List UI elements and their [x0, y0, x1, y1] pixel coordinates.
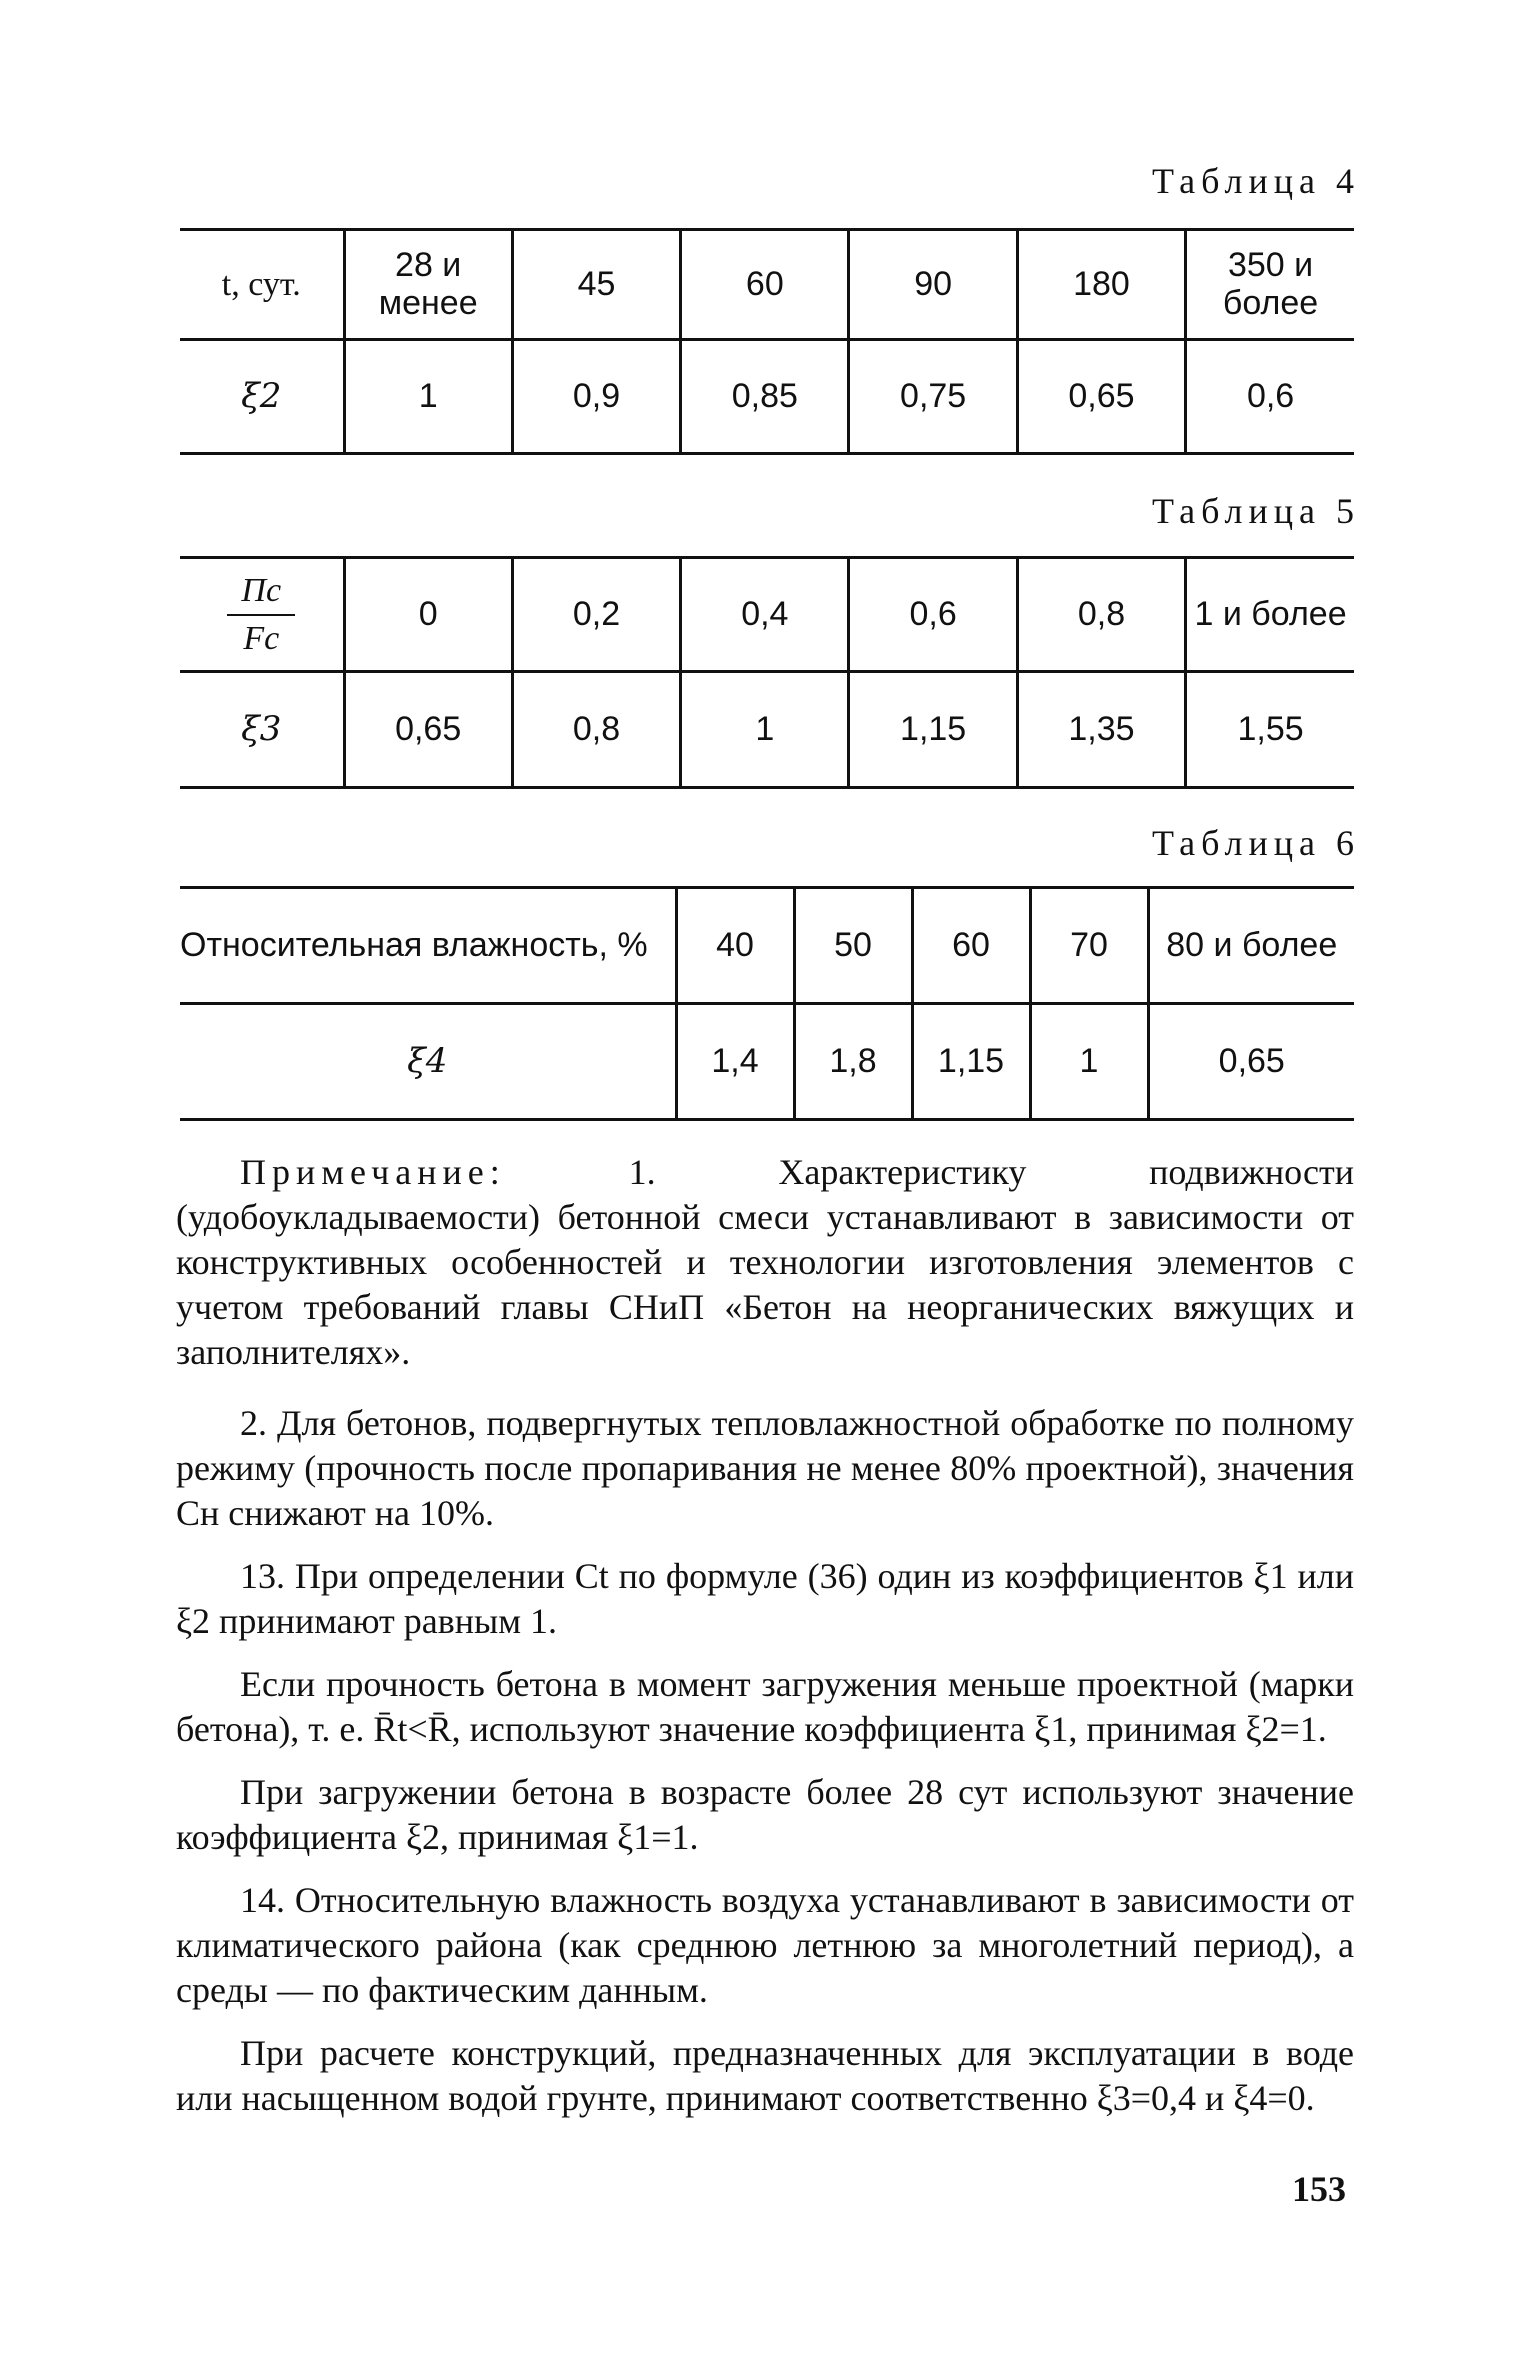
table-cell: 1	[681, 672, 849, 788]
paragraph-13c: При загружении бетона в возрасте более 28 сут используют значение коэффициента ξ2, принимая ξ1=1.	[176, 1772, 1354, 1857]
note-label: Примечание:	[240, 1152, 506, 1192]
table-4	[180, 228, 1354, 455]
table-header-cell	[180, 558, 344, 672]
table-header-cell: 45	[512, 230, 680, 340]
table-cell: 1	[344, 340, 512, 454]
table-cell: 1	[1030, 1004, 1148, 1120]
table-cell: 0,9	[512, 340, 680, 454]
table-header-cell: 40	[676, 888, 794, 1004]
paragraph-13b: Если прочность бетона в момент загружения меньше проектной (марки бетона), т. е. R̄t<R̄, используют значение коэффициента ξ1, принимая ξ2=1.	[176, 1664, 1354, 1749]
table-cell: 0,8	[512, 672, 680, 788]
table-6	[180, 886, 1354, 1121]
table-header-cell: 180	[1017, 230, 1185, 340]
row-label: ξ3	[180, 672, 344, 788]
paragraph-14: 14. Относительную влажность воздуха устанавливают в зависимости от климатического района (как среднюю летнюю за многолетний период), а среды — по фактическим данным.	[176, 1880, 1354, 2010]
table-header-cell: 90	[849, 230, 1017, 340]
table-cell: 1,15	[912, 1004, 1030, 1120]
table5-caption: Таблица 5	[1152, 491, 1360, 531]
table-header-cell: 0,6	[849, 558, 1017, 672]
table-header-row	[180, 230, 1354, 340]
table-cell: 0,75	[849, 340, 1017, 454]
table-header-cell: 70	[1030, 888, 1148, 1004]
note-paragraph-1	[176, 1150, 1354, 1375]
table-cell: 0,65	[344, 672, 512, 788]
table-cell: 0,65	[1148, 1004, 1354, 1120]
table-header-cell: 0,4	[681, 558, 849, 672]
table-row	[180, 672, 1354, 788]
table-cell: 1,55	[1186, 672, 1354, 788]
table-header-cell: 1 и более	[1186, 558, 1354, 672]
note-paragraph-2: 2. Для бетонов, подвергнутых тепловлажностной обработке по полному режиму (прочность после пропаривания не менее 80% проектной), значения Сн снижают на 10%.	[176, 1403, 1354, 1533]
table-header-cell: t, сут.	[180, 230, 344, 340]
table4-caption: Таблица 4	[1152, 161, 1360, 201]
table-row	[180, 340, 1354, 454]
note-text-1: 1. Характеристику подвижности (удобоукладываемости) бетонной смеси устанавливают в зависимости от конструктивных особенностей и технологии изготовления элементов с учетом требований главы СНиП «Бетон на неорганических вяжущих и заполнителях».	[176, 1152, 1354, 1372]
paragraph-14b: При расчете конструкций, предназначенных для эксплуатации в воде или насыщенном водой грунте, принимают соответственно ξ3=0,4 и ξ4=0.	[176, 2033, 1354, 2118]
paragraph-13: 13. При определении Ct по формуле (36) один из коэффициентов ξ1 или ξ2 принимают равным 1.	[176, 1556, 1354, 1641]
table-cell: 1,15	[849, 672, 1017, 788]
table-header-cell: 80 и более	[1148, 888, 1354, 1004]
fraction-numerator: Пс	[227, 572, 295, 615]
table-header-row	[180, 888, 1354, 1004]
table-header-cell: 28 и менее	[344, 230, 512, 340]
table-cell: 1,35	[1017, 672, 1185, 788]
table-cell: 1,8	[794, 1004, 912, 1120]
table6-caption: Таблица 6	[1152, 823, 1360, 863]
table-cell: 1,4	[676, 1004, 794, 1120]
fraction	[227, 572, 295, 657]
table-cell: 0,85	[681, 340, 849, 454]
table-header-cell: 60	[912, 888, 1030, 1004]
table-row	[180, 1004, 1354, 1120]
row-label: ξ4	[180, 1004, 676, 1120]
table-header-cell: 50	[794, 888, 912, 1004]
table-header-cell: 0,2	[512, 558, 680, 672]
table-header-cell: 0,8	[1017, 558, 1185, 672]
table-cell: 0,65	[1017, 340, 1185, 454]
table-5	[180, 556, 1354, 789]
table-cell: 0,6	[1186, 340, 1354, 454]
table-header-cell: Относительная влажность, %	[180, 888, 676, 1004]
page-number: 153	[1292, 2169, 1346, 2209]
row-label: ξ2	[180, 340, 344, 454]
table-header-cell: 0	[344, 558, 512, 672]
fraction-denominator: Fс	[243, 619, 280, 657]
table-header-cell: 350 и более	[1186, 230, 1354, 340]
table-header-row	[180, 558, 1354, 672]
notes-and-body	[176, 1150, 1354, 2121]
table-header-cell: 60	[681, 230, 849, 340]
